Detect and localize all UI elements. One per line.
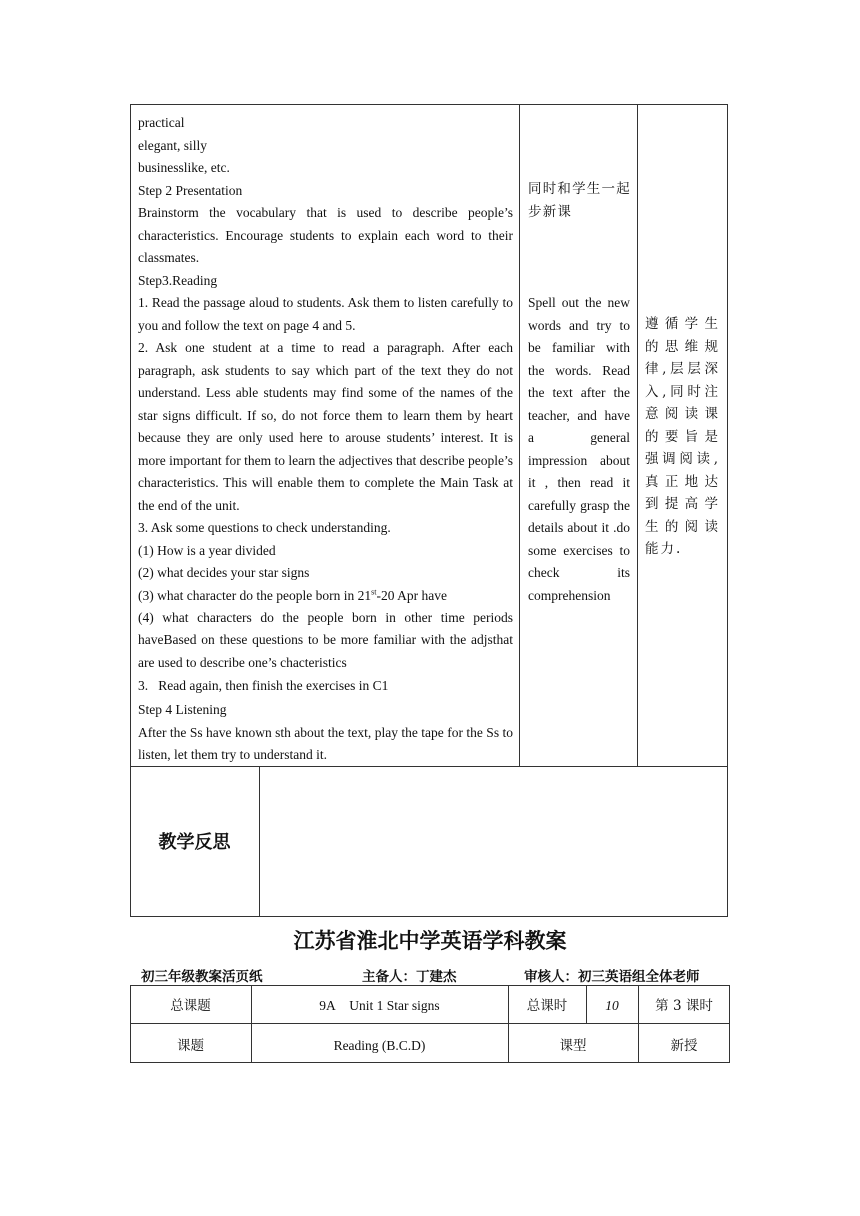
procedure-paragraph: 2. Ask one student at a time to read a paragraph. After each paragraph, ask students to say which part of the text they do not understand. Less able students may find some of the names of the star signs difficult. If so, do not force them to learn them by heart because they are only used here to arouse students’ interest. It is more important for them to learn the adjectives that describe people’s characteristics. This will enable them to complete the Main Task at the end of the unit. [138, 340, 513, 513]
question-text: (3) what character do the people born in 21 [138, 587, 372, 603]
total-topic-label: 总课题 [170, 998, 211, 1014]
question-line: (2) what decides your star signs [138, 565, 310, 580]
total-topic-value: 9A Unit 1 Star signs [319, 998, 440, 1013]
preparer: 主备人：丁建杰 [362, 969, 457, 985]
procedure-paragraph: 1. Read the passage aloud to students. Ask them to listen carefully to you and follow the text on page 4 and 5. [138, 295, 513, 333]
school-title: 江苏省淮北中学英语学科教案 [293, 929, 567, 953]
procedure-paragraph: Brainstorm the vocabulary that is used to describe people’s characteristics. Encourage students to explain each word to their classmates. [138, 205, 513, 265]
procedure-paragraph: After the Ss have known sth about the text, play the tape for the Ss to listen, let them try to understand it. [138, 724, 513, 763]
total-hours-label: 总课时 [526, 998, 568, 1014]
total-hours-value: 10 [605, 998, 619, 1013]
grade-sheet: 初三年级教案活页纸 [141, 969, 263, 985]
topic-value: Reading (B.C.D) [333, 1037, 426, 1053]
procedure-line: 3. Read again, then finish the exercises in C1 [138, 677, 389, 693]
column-divider [519, 104, 520, 767]
column-divider [259, 766, 260, 917]
reflection-content [262, 770, 722, 910]
procedure-line: practical [138, 115, 185, 130]
step-heading: Step 2 Presentation [138, 182, 243, 198]
procedure-line: elegant, silly [138, 137, 207, 153]
question-line: (1) How is a year divided [138, 542, 276, 558]
reflection-label: 教学反思 [158, 832, 231, 853]
teaching-procedure [138, 112, 513, 767]
question-text: -20 Apr have [376, 587, 447, 603]
reviewer: 审核人：初三英语组全体老师 [524, 969, 700, 985]
step-heading: Step 4 Listening [138, 702, 227, 718]
current-hour: 第 3 课时 [655, 998, 713, 1014]
column-divider [637, 104, 638, 767]
step-heading: Step3.Reading [138, 272, 218, 288]
teacher-note: 同时和学生一起步新课 [528, 181, 631, 220]
question-line [138, 585, 513, 608]
topic-label: 课题 [177, 1037, 204, 1054]
procedure-line: 3. Ask some questions to check understanding. [138, 520, 391, 535]
ordinal-suffix: st [371, 587, 377, 596]
student-activity: Spell out the new words and try to be familiar with the words. Read the text after the teacher, and have a general impression about it , then read it carefully grasp the details about it .do some exercises to check its comprehension [528, 295, 630, 603]
procedure-line: businesslike, etc. [138, 160, 230, 175]
question-line: (4) what characters do the people born in other time periods haveBased on these questions to be more familiar with the adjsthat are used to describe one’s chacteristics [138, 610, 513, 670]
design-intent: 遵循学生的思维规律,层层深入,同时注意阅读课的要旨是强调阅读,真正地达到提高学生的阅读能力. [645, 316, 720, 557]
type-value: 新授 [670, 1037, 698, 1054]
type-label: 课型 [559, 1037, 587, 1054]
